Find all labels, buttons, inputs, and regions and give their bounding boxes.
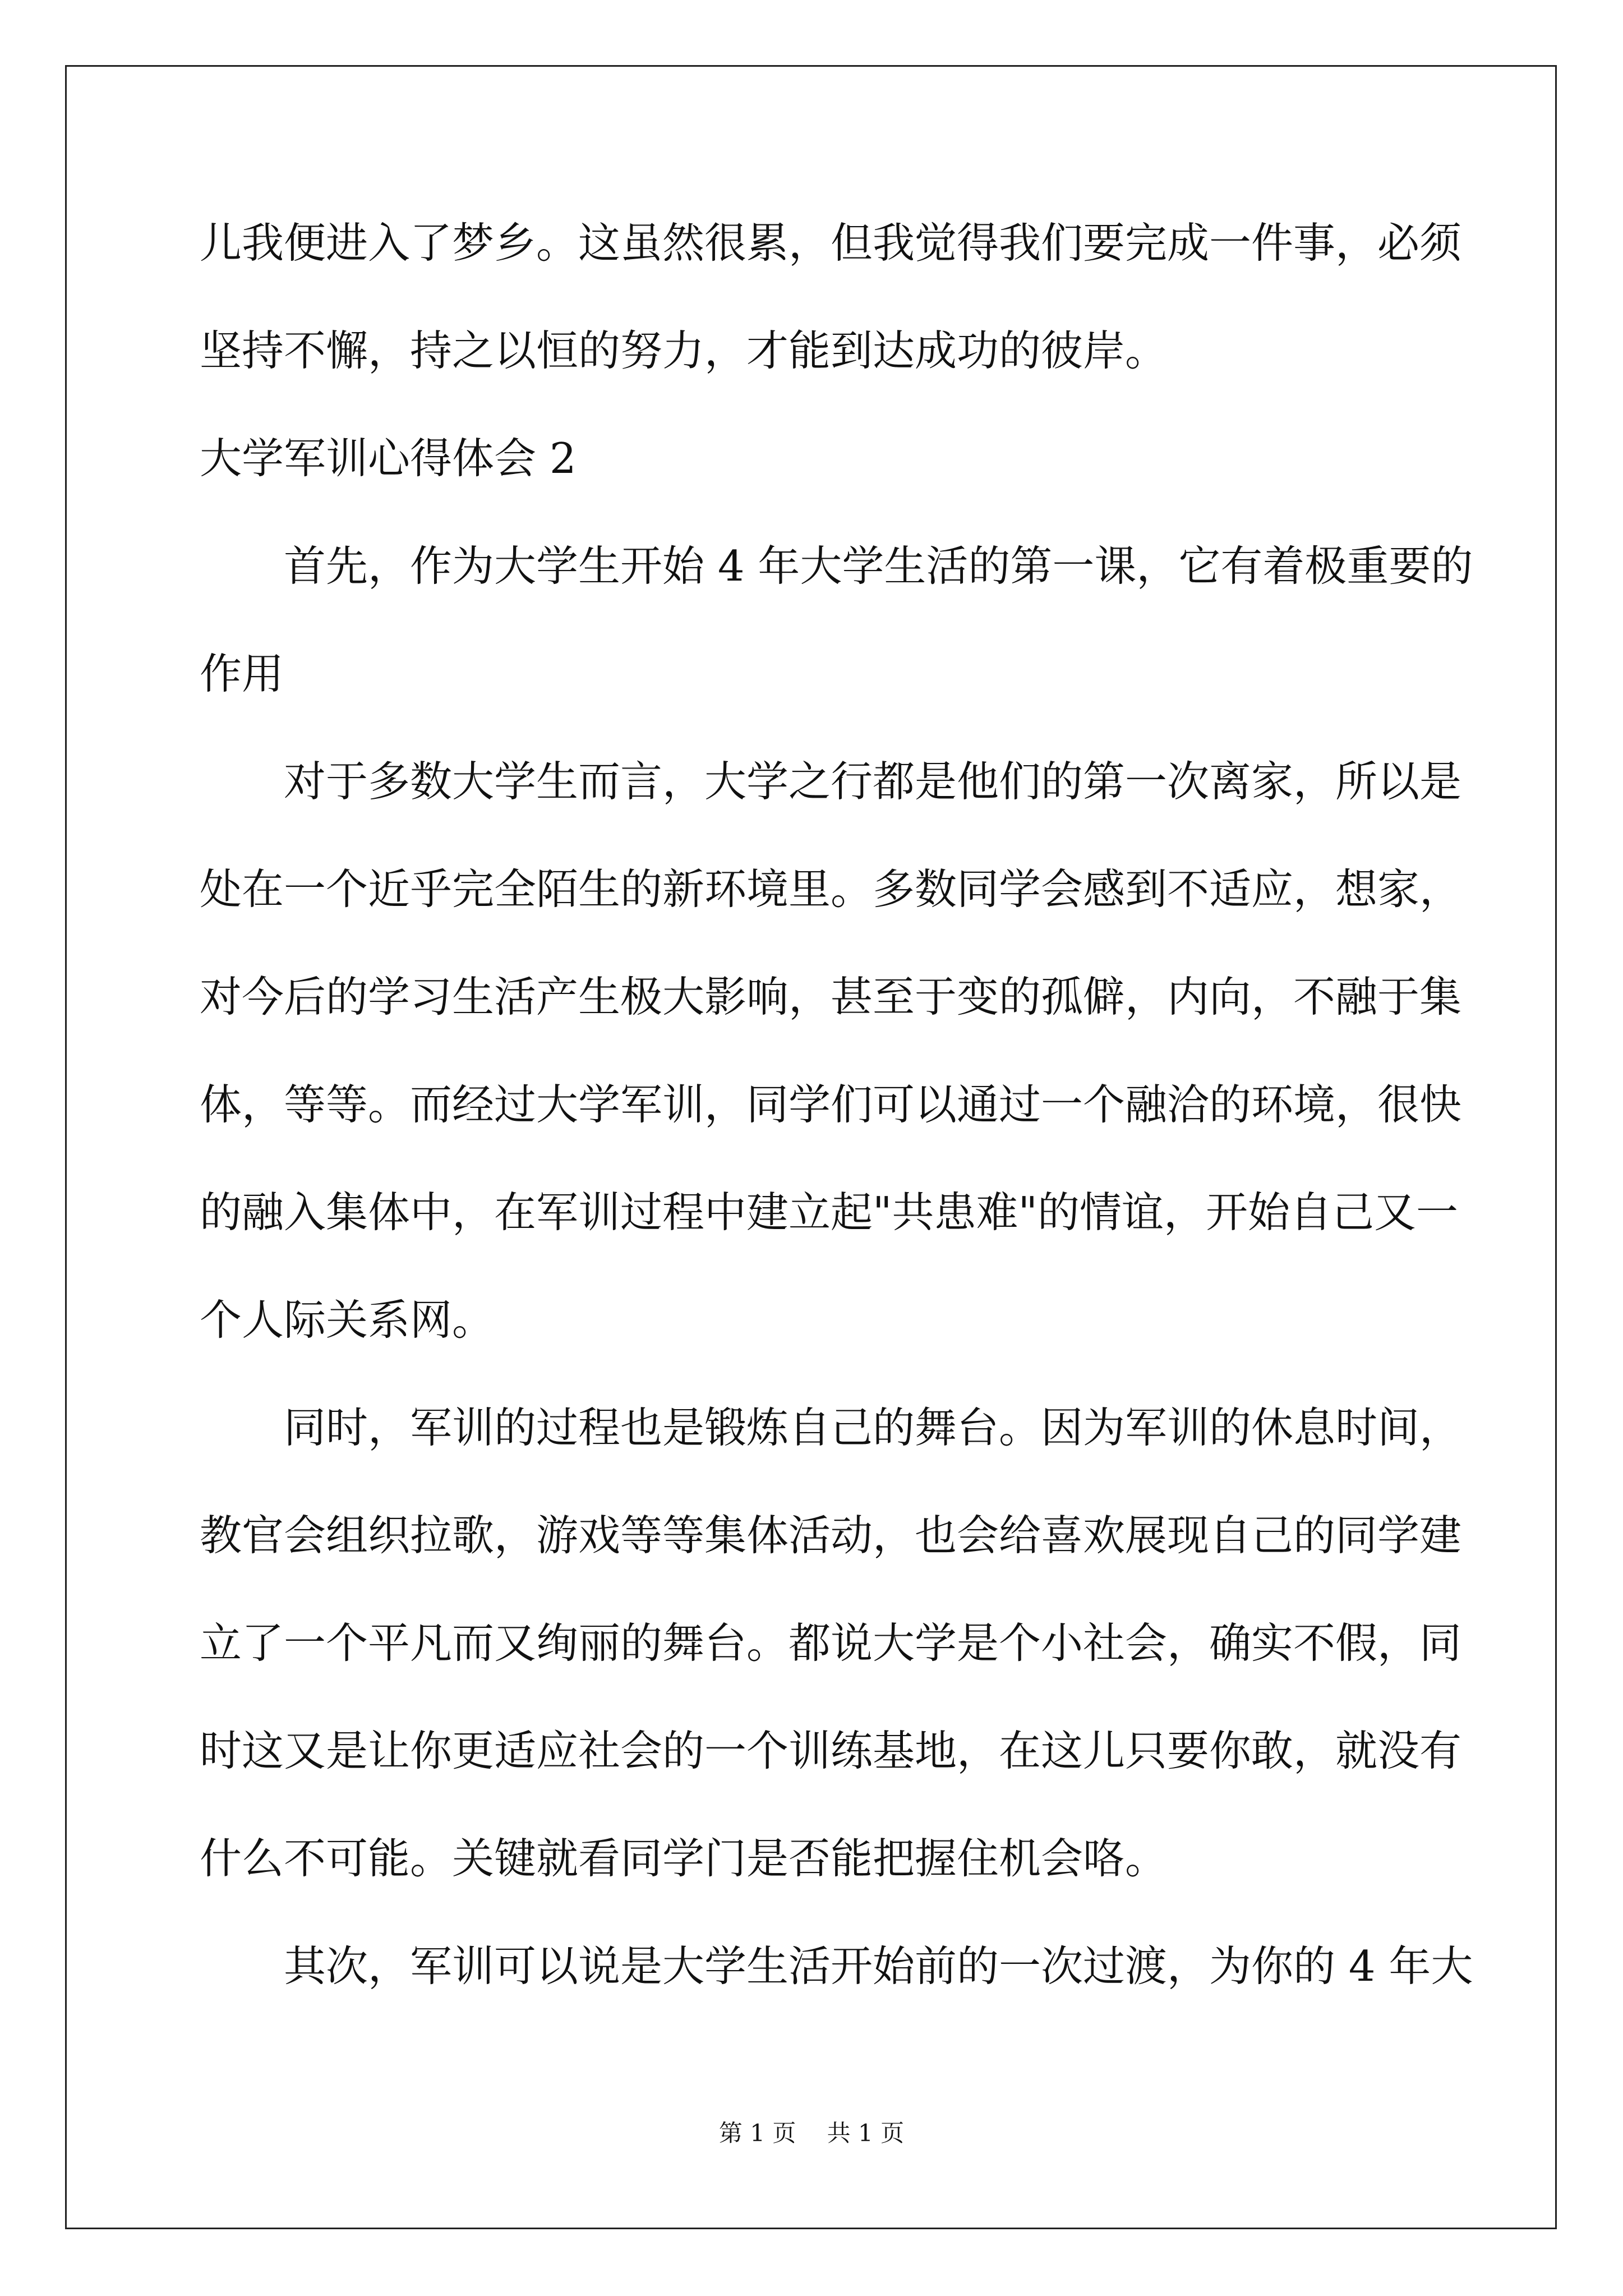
text-line-11: 个人际关系网。: [200, 1295, 495, 1345]
text-line-1: 儿我便进入了梦乡。这虽然很累，但我觉得我们要完成一件事，必须: [200, 218, 1462, 268]
text-line-8: 对今后的学习生活产生极大影响，甚至于变的孤僻，内向，不融于集: [200, 972, 1462, 1022]
text-line-2: 坚持不懈，持之以恒的努力，才能到达成功的彼岸。: [200, 326, 1168, 375]
text-line-17: 其次，军训可以说是大学生活开始前的一次过渡，为你的 4 年大: [200, 1941, 1473, 1991]
text-line-9: 体，等等。而经过大学军训，同学们可以通过一个融洽的环境，很快: [200, 1080, 1462, 1129]
page-number-footer: 第 1 页 共 1 页: [718, 2119, 905, 2147]
text-line-5: 作用: [200, 649, 284, 698]
page-border: [65, 65, 1557, 2229]
text-line-15: 时这又是让你更适应社会的一个训练基地，在这儿只要你敢，就没有: [200, 1726, 1462, 1775]
text-line-12: 同时，军训的过程也是锻炼自己的舞台。因为军训的休息时间，: [200, 1403, 1462, 1452]
text-line-13: 教官会组织拉歌，游戏等等集体活动，也会给喜欢展现自己的同学建: [200, 1511, 1462, 1560]
text-line-16: 什么不可能。关键就看同学门是否能把握住机会咯。: [200, 1834, 1168, 1883]
text-line-14: 立了一个平凡而又绚丽的舞台。都说大学是个小社会，确实不假，同: [200, 1618, 1462, 1668]
text-line-10: 的融入集体中，在军训过程中建立起"共患难"的情谊，开始自己又一: [200, 1188, 1458, 1237]
text-line-4: 首先，作为大学生开始 4 年大学生活的第一课，它有着极重要的: [200, 541, 1473, 591]
section-heading: 大学军训心得体会 2: [200, 434, 577, 483]
text-line-6: 对于多数大学生而言，大学之行都是他们的第一次离家，所以是: [200, 757, 1462, 806]
text-line-7: 处在一个近乎完全陌生的新环境里。多数同学会感到不适应，想家，: [200, 864, 1462, 914]
